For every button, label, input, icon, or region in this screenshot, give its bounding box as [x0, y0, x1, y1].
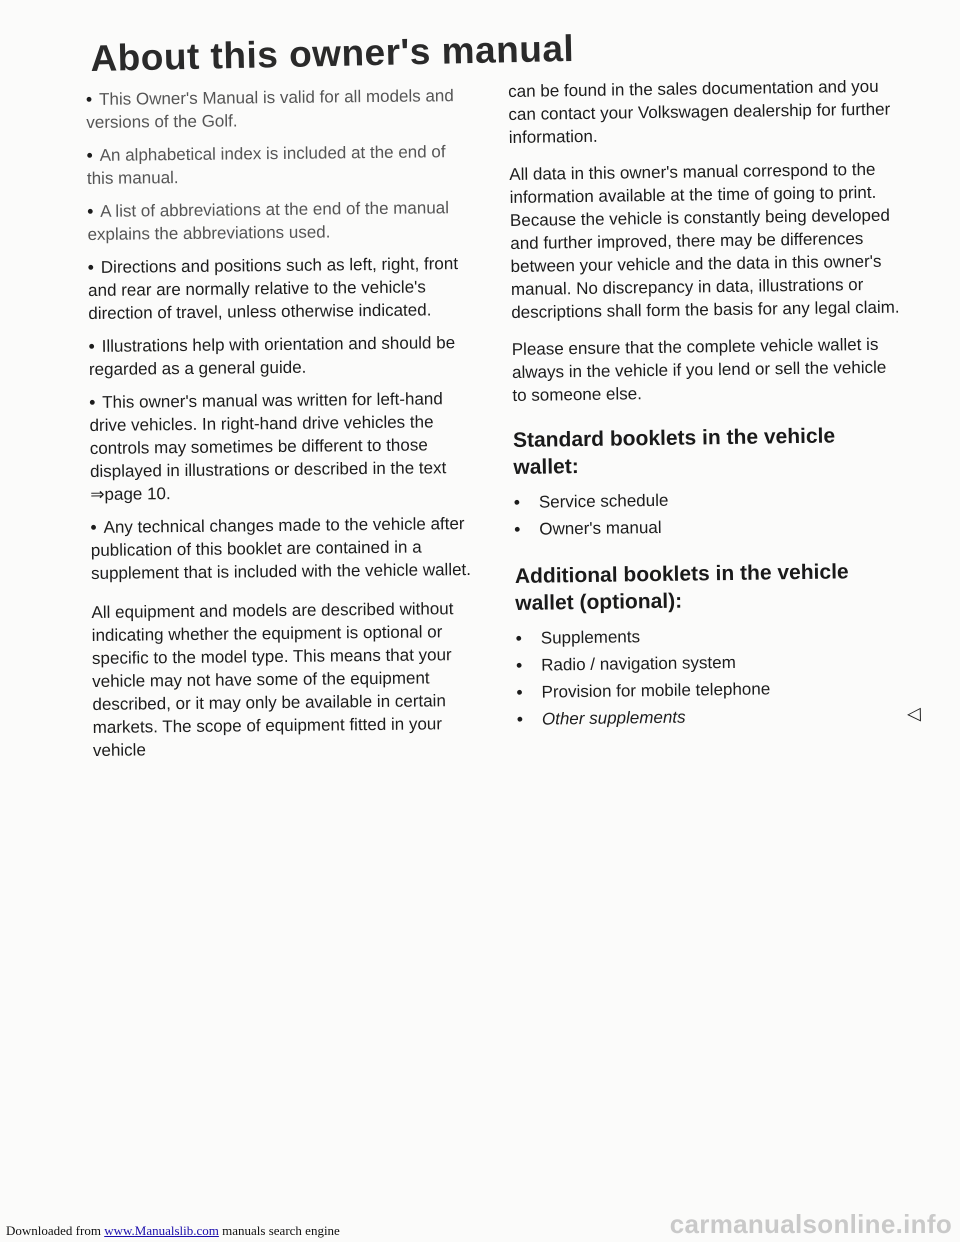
list-item: • Other supplements ◁ — [516, 703, 922, 729]
bullet-paragraph: • Directions and positions such as left, right, front and rear are normally relative to the vehicle's direction of travel, unless otherwise indicated. — [87, 254, 459, 323]
bullet-icon: • — [88, 336, 95, 356]
standard-booklets-heading: Standard booklets in the vehicle wallet: — [512, 424, 836, 479]
bullet-icon: • — [516, 682, 523, 702]
bullet-icon: • — [86, 89, 93, 109]
continued-paragraph: can be found in the sales documentation and you can contact your Volkswagen dealership for further information. — [508, 76, 891, 147]
bullet-paragraph: • This owner's manual was written for left-hand drive vehicles. In right-hand drive vehicles the controls may sometimes be different to those displayed in illustrations or described in the text ⇒page 10. — [89, 389, 447, 504]
standard-booklets-list — [514, 485, 907, 540]
right-column — [508, 75, 922, 735]
bullet-icon: • — [515, 628, 522, 648]
data-disclaimer-paragraph: All data in this owner's manual correspond to the information available at the time of going to print. Because the vehicle is constantly being developed and further improved, there may be differences between your vehicle and the data in this owner's manual. No discrepancy in data, illustrations or descriptions shall form the basis for any legal claim. — [509, 159, 900, 322]
watermark: carmanualsonline.info — [669, 1209, 952, 1239]
bullet-icon: • — [86, 145, 93, 165]
bullet-paragraph: • This Owner's Manual is valid for all models and versions of the Golf. — [86, 86, 454, 132]
list-item: • Service schedule — [513, 490, 669, 512]
bullet-icon: • — [514, 519, 521, 539]
equipment-paragraph: All equipment and models are described without indicating whether the equipment is optional or specific to the model type. This means that your vehicle may not have some of the equipment described, or it may only be available in certain markets. The scope of equipment fitted in your vehicle — [91, 599, 454, 760]
list-item: • Supplements — [515, 627, 641, 648]
list-item: • Radio / navigation system — [516, 652, 736, 675]
bullet-icon: • — [516, 709, 524, 729]
vehicle-wallet-paragraph: Please ensure that the complete vehicle wallet is always in the vehicle if you lend or sell the vehicle to someone else. — [511, 334, 887, 405]
additional-booklets-list — [515, 621, 922, 730]
bullet-paragraph: • An alphabetical index is included at the end of this manual. — [86, 142, 446, 188]
bullet-paragraph: • A list of abbreviations at the end of the manual explains the abbreviations used. — [87, 198, 450, 244]
left-column — [86, 84, 477, 772]
list-item: • Owner's manual — [514, 517, 662, 539]
bullet-icon: • — [87, 257, 94, 277]
additional-booklets-heading: Additional booklets in the vehicle wallet (optional): — [514, 560, 849, 615]
bullet-icon: • — [89, 392, 96, 412]
bullet-icon: • — [87, 201, 94, 221]
bullet-icon: • — [90, 517, 97, 537]
manualslib-link[interactable]: www.Manualslib.com — [104, 1223, 219, 1238]
bullet-paragraph: • Illustrations help with orientation and should be regarded as a general guide. — [88, 333, 456, 379]
end-of-section-icon: ◁ — [906, 703, 922, 724]
bullet-icon: • — [516, 655, 523, 675]
bullet-paragraph: • Any technical changes made to the vehicle after publication of this booklet are contained in a supplement that is included with the vehicle wallet. — [90, 514, 472, 583]
page-title: About this owner's manual — [90, 27, 575, 79]
list-item: • Provision for mobile telephone — [516, 679, 771, 702]
bullet-icon: • — [513, 492, 520, 512]
download-footer: Downloaded from www.Manualslib.com manuals search engine — [6, 1223, 340, 1238]
